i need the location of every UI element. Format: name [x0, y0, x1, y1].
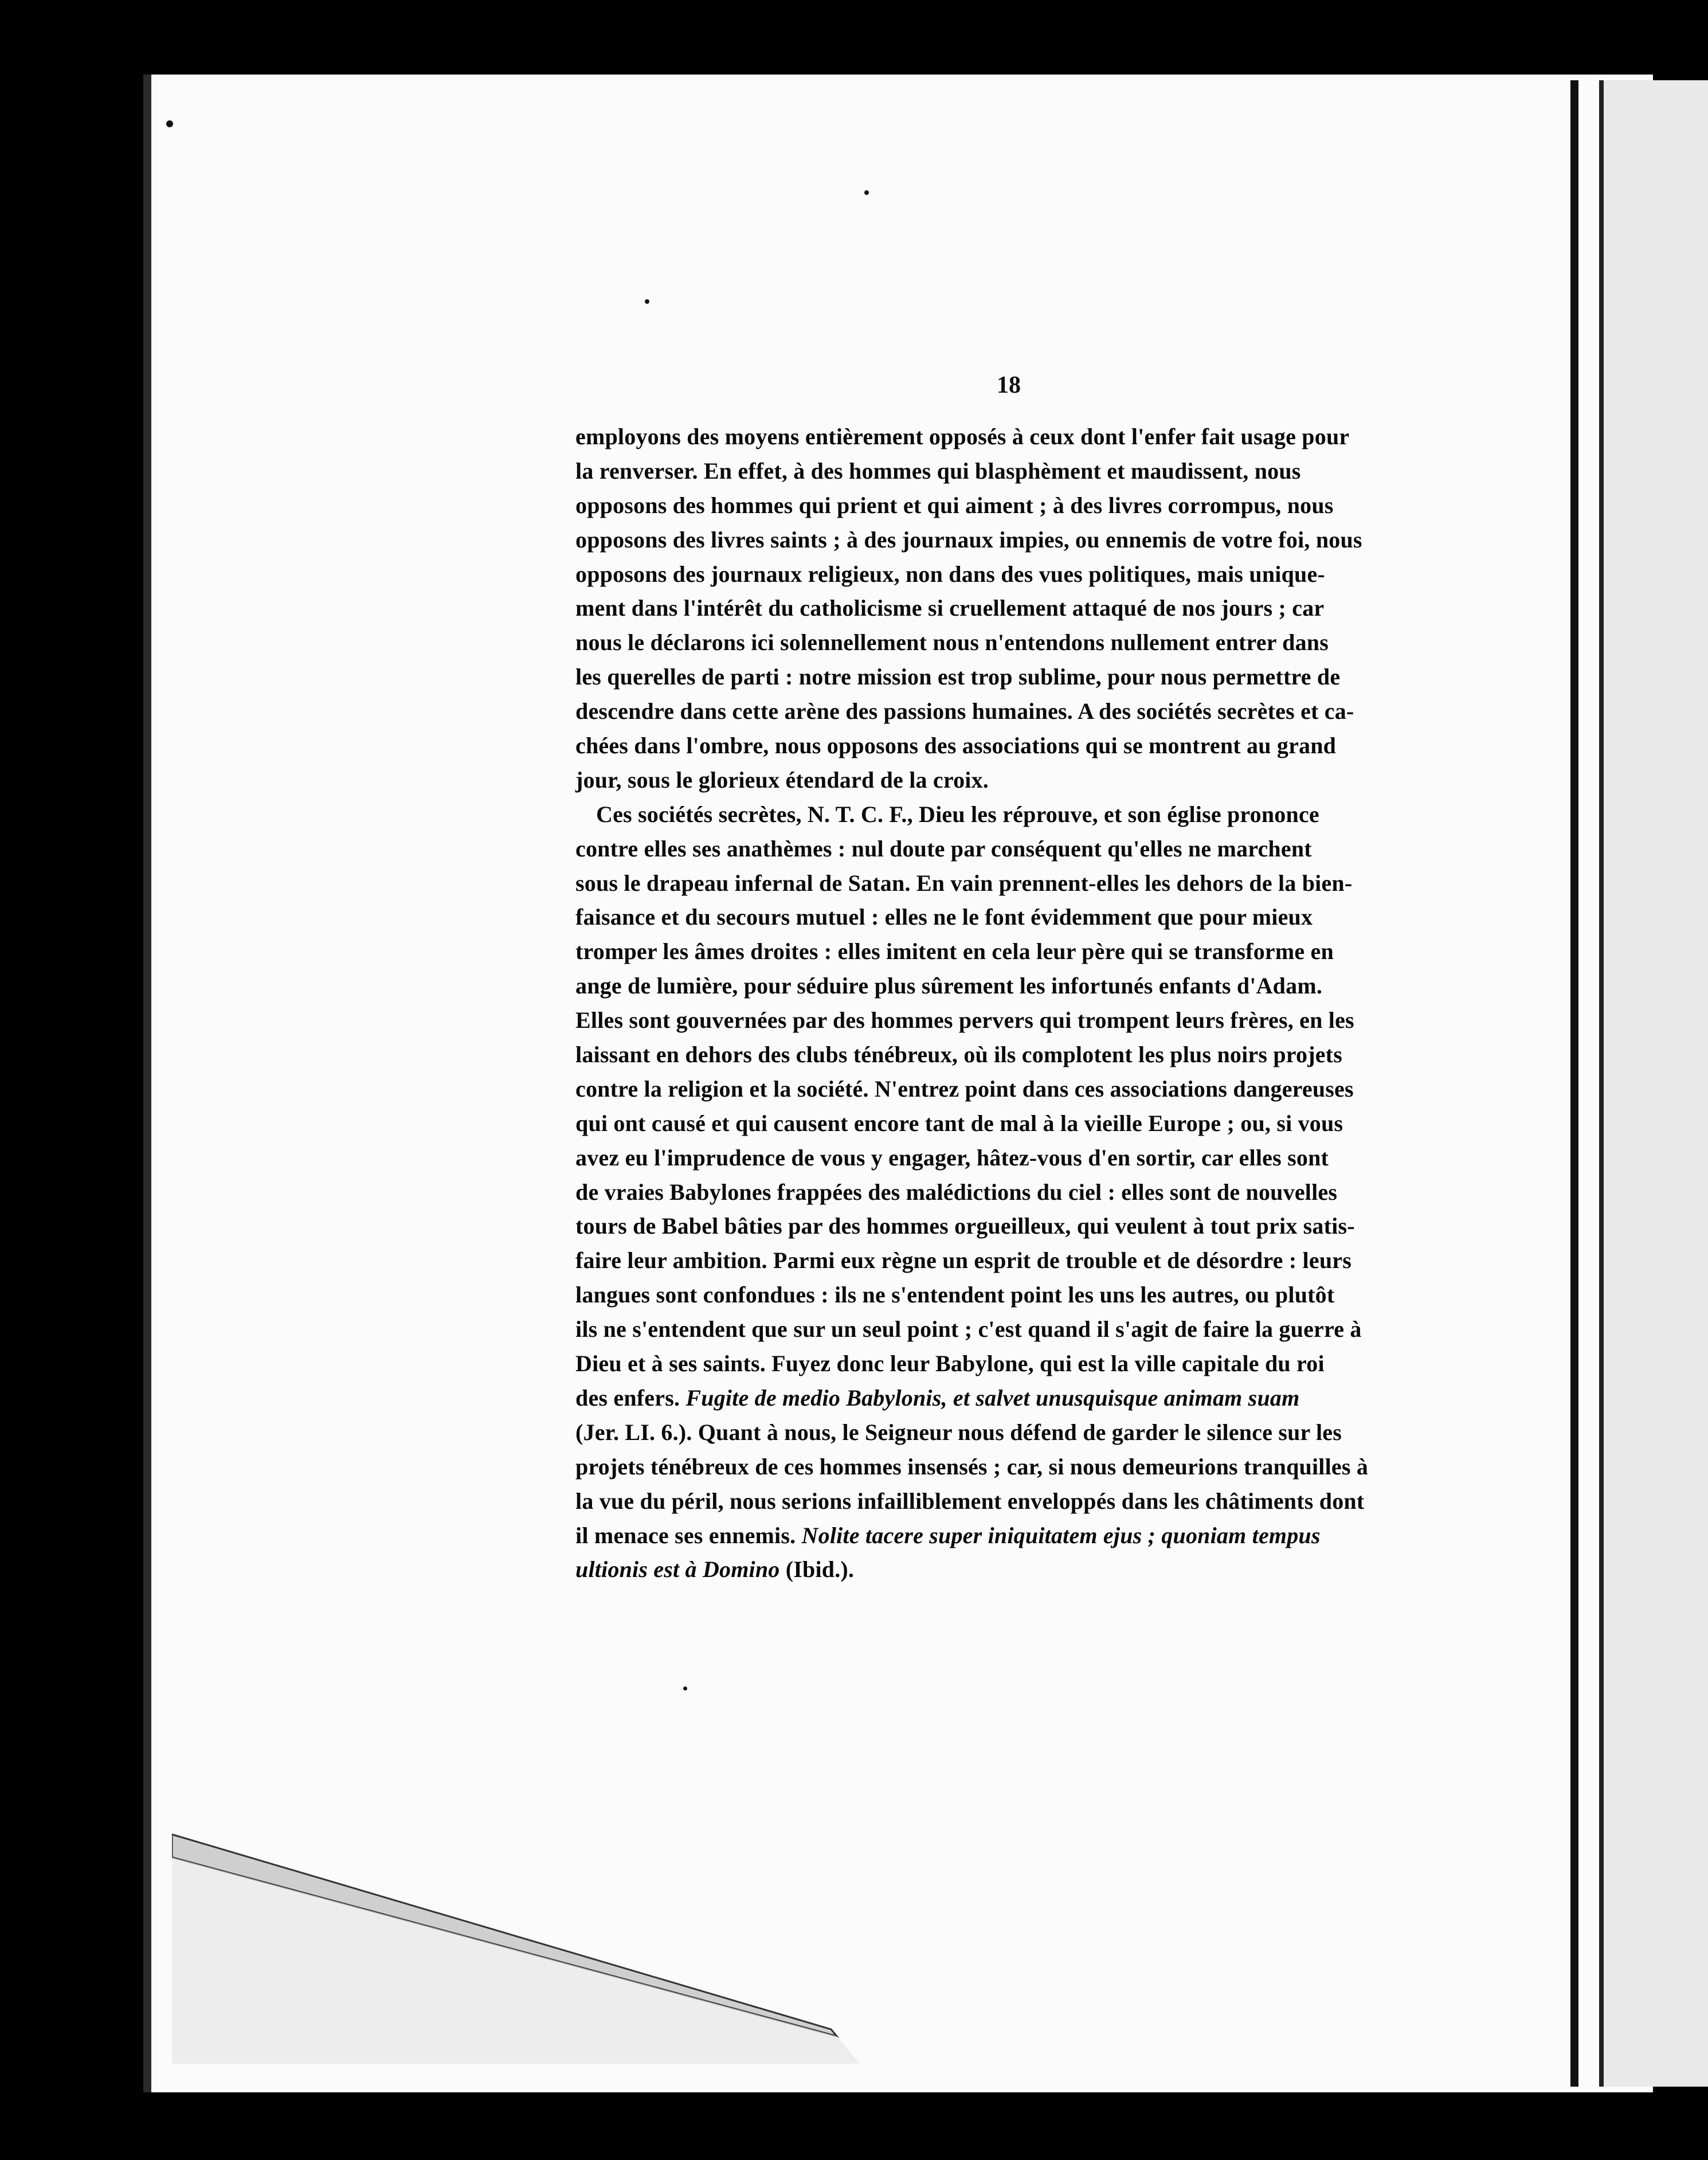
- text-run: (Jer. LI. 6.). Quant à nous, le Seigneur nous défend de garder le silence sur les: [575, 1419, 1342, 1445]
- text-line: [575, 420, 1350, 454]
- text-line: [575, 1209, 1355, 1243]
- text-run: contre la religion et la société. N'entrez point dans ces associations dangereuses: [575, 1075, 1354, 1102]
- text-run: tours de Babel bâties par des hommes orgueilleux, qui veulent à tout prix satis-: [575, 1213, 1355, 1239]
- text-line: [575, 1312, 1362, 1347]
- text-run: il menace ses ennemis.: [575, 1522, 802, 1548]
- text-line: [575, 729, 1337, 763]
- text-run: laissant en dehors des clubs ténébreux, où ils complotent les plus noirs projets: [575, 1042, 1342, 1068]
- text-run: descendre dans cette arène des passions humaines. A des sociétés secrètes et ca-: [575, 698, 1354, 725]
- page-corner-fold: [172, 1823, 860, 2064]
- text-run: la renverser. En effet, à des hommes qui blasphèment et maudissent, nous: [575, 457, 1301, 484]
- text-run: employons des moyens entièrement opposés à ceux dont l'enfer fait usage pour: [575, 424, 1350, 449]
- text-line: [575, 523, 1362, 557]
- dust-speck: [683, 1686, 687, 1691]
- text-run: ils ne s'entendent que sur un seul point ; c'est quand il s'agit de faire la guerre à: [575, 1316, 1362, 1343]
- text-run: nous le déclarons ici solennellement nous n'entendons nullement entrer dans: [575, 629, 1329, 656]
- text-line: [575, 900, 1313, 934]
- text-line: [575, 557, 1325, 592]
- text-run: de vraies Babylones frappées des malédictions du ciel : elles sont de nouvelles: [575, 1179, 1338, 1205]
- text-line: [575, 1484, 1365, 1519]
- text-line: [575, 1381, 1300, 1415]
- paragraph: [575, 797, 1369, 1587]
- text-line: [575, 797, 1319, 832]
- text-line: [575, 694, 1354, 729]
- latin-quote: ultionis est à Domino: [575, 1556, 780, 1583]
- text-run: la vue du péril, nous serions infailliblement enveloppés dans les châtiments dont: [575, 1488, 1365, 1514]
- text-run: jour, sous le glorieux étendard de la croix.: [575, 766, 989, 793]
- text-line: [575, 1519, 1321, 1553]
- text-line: [575, 934, 1334, 969]
- page-number: 18: [997, 372, 1021, 398]
- text-run: Dieu et à ses saints. Fuyez donc leur Babylone, qui est la ville capitale du roi: [575, 1351, 1325, 1377]
- text-line: [575, 832, 1312, 866]
- text-line: [575, 1278, 1335, 1312]
- text-run: opposons des livres saints ; à des journaux impies, ou ennemis de votre foi, nous: [575, 526, 1362, 553]
- text-run: faisance et du secours mutuel : elles ne le font évidemment que pour mieux: [575, 904, 1313, 930]
- text-line: [575, 1450, 1369, 1484]
- text-run: faire leur ambition. Parmi eux règne un esprit de trouble et de désordre : leurs: [575, 1247, 1351, 1274]
- text-line: [575, 660, 1341, 694]
- text-line: [575, 1072, 1354, 1106]
- dust-speck: [645, 299, 649, 304]
- text-run: opposons des journaux religieux, non dans des vues politiques, mais unique-: [575, 561, 1325, 587]
- text-line: [575, 1347, 1325, 1381]
- text-line: [575, 1552, 1169, 1587]
- dust-speck: [864, 190, 869, 195]
- text-run: Elles sont gouvernées par des hommes pervers qui trompent leurs frères, en les: [575, 1007, 1354, 1034]
- text-line: [575, 591, 1325, 625]
- text-line: [575, 454, 1301, 488]
- text-line: [575, 488, 1334, 523]
- text-line: [575, 763, 1169, 797]
- text-run: projets ténébreux de ces hommes insensés ; car, si nous demeurions tranquilles à: [575, 1453, 1369, 1480]
- text-line: [575, 1243, 1351, 1278]
- text-run: ange de lumière, pour séduire plus sûrement les infortunés enfants d'Adam.: [575, 973, 1323, 999]
- text-run: des enfers.: [575, 1384, 686, 1411]
- body-text: [575, 420, 1369, 1587]
- text-run: Ces sociétés secrètes, N. T. C. F., Dieu les réprouve, et son église prononce: [596, 801, 1319, 827]
- text-run: qui ont causé et qui causent encore tant de mal à la vieille Europe ; ou, si vous: [575, 1110, 1343, 1136]
- text-line: [575, 866, 1353, 901]
- page-edge: [1570, 80, 1578, 2087]
- paragraph: [575, 420, 1362, 797]
- text-line: [575, 625, 1329, 660]
- text-line: [575, 1141, 1329, 1175]
- text-run: contre elles ses anathèmes : nul doute par conséquent qu'elles ne marchent: [575, 835, 1312, 862]
- text-run: tromper les âmes droites : elles imitent en cela leur père qui se transforme en: [575, 938, 1334, 965]
- text-line: [575, 1106, 1343, 1141]
- text-line: [575, 969, 1323, 1003]
- text-run: sous le drapeau infernal de Satan. En vain prennent-elles les dehors de la bien-: [575, 870, 1353, 896]
- text-run: langues sont confondues : ils ne s'entendent point les uns les autres, ou plutôt: [575, 1282, 1335, 1308]
- adjacent-page-edge: [1599, 80, 1708, 2087]
- latin-quote: Nolite tacere super iniquitatem ejus ; quoniam tempus: [801, 1522, 1321, 1548]
- text-line: [575, 1415, 1342, 1450]
- latin-quote: Fugite de medio Babylonis, et salvet unusquisque animam suam: [685, 1384, 1300, 1411]
- text-run: ment dans l'intérêt du catholicisme si cruellement attaqué de nos jours ; car: [575, 595, 1325, 621]
- dust-speck: [166, 120, 173, 127]
- text-run: opposons des hommes qui prient et qui aiment ; à des livres corrompus, nous: [575, 492, 1334, 518]
- text-run: avez eu l'imprudence de vous y engager, hâtez-vous d'en sortir, car elles sont: [575, 1144, 1329, 1171]
- text-run: (Ibid.).: [779, 1556, 855, 1583]
- text-line: [575, 1003, 1354, 1038]
- text-run: les querelles de parti : notre mission est trop sublime, pour nous permettre de: [575, 664, 1341, 690]
- text-run: chées dans l'ombre, nous opposons des associations qui se montrent au grand: [575, 733, 1337, 759]
- text-line: [575, 1175, 1338, 1210]
- text-line: [575, 1038, 1342, 1072]
